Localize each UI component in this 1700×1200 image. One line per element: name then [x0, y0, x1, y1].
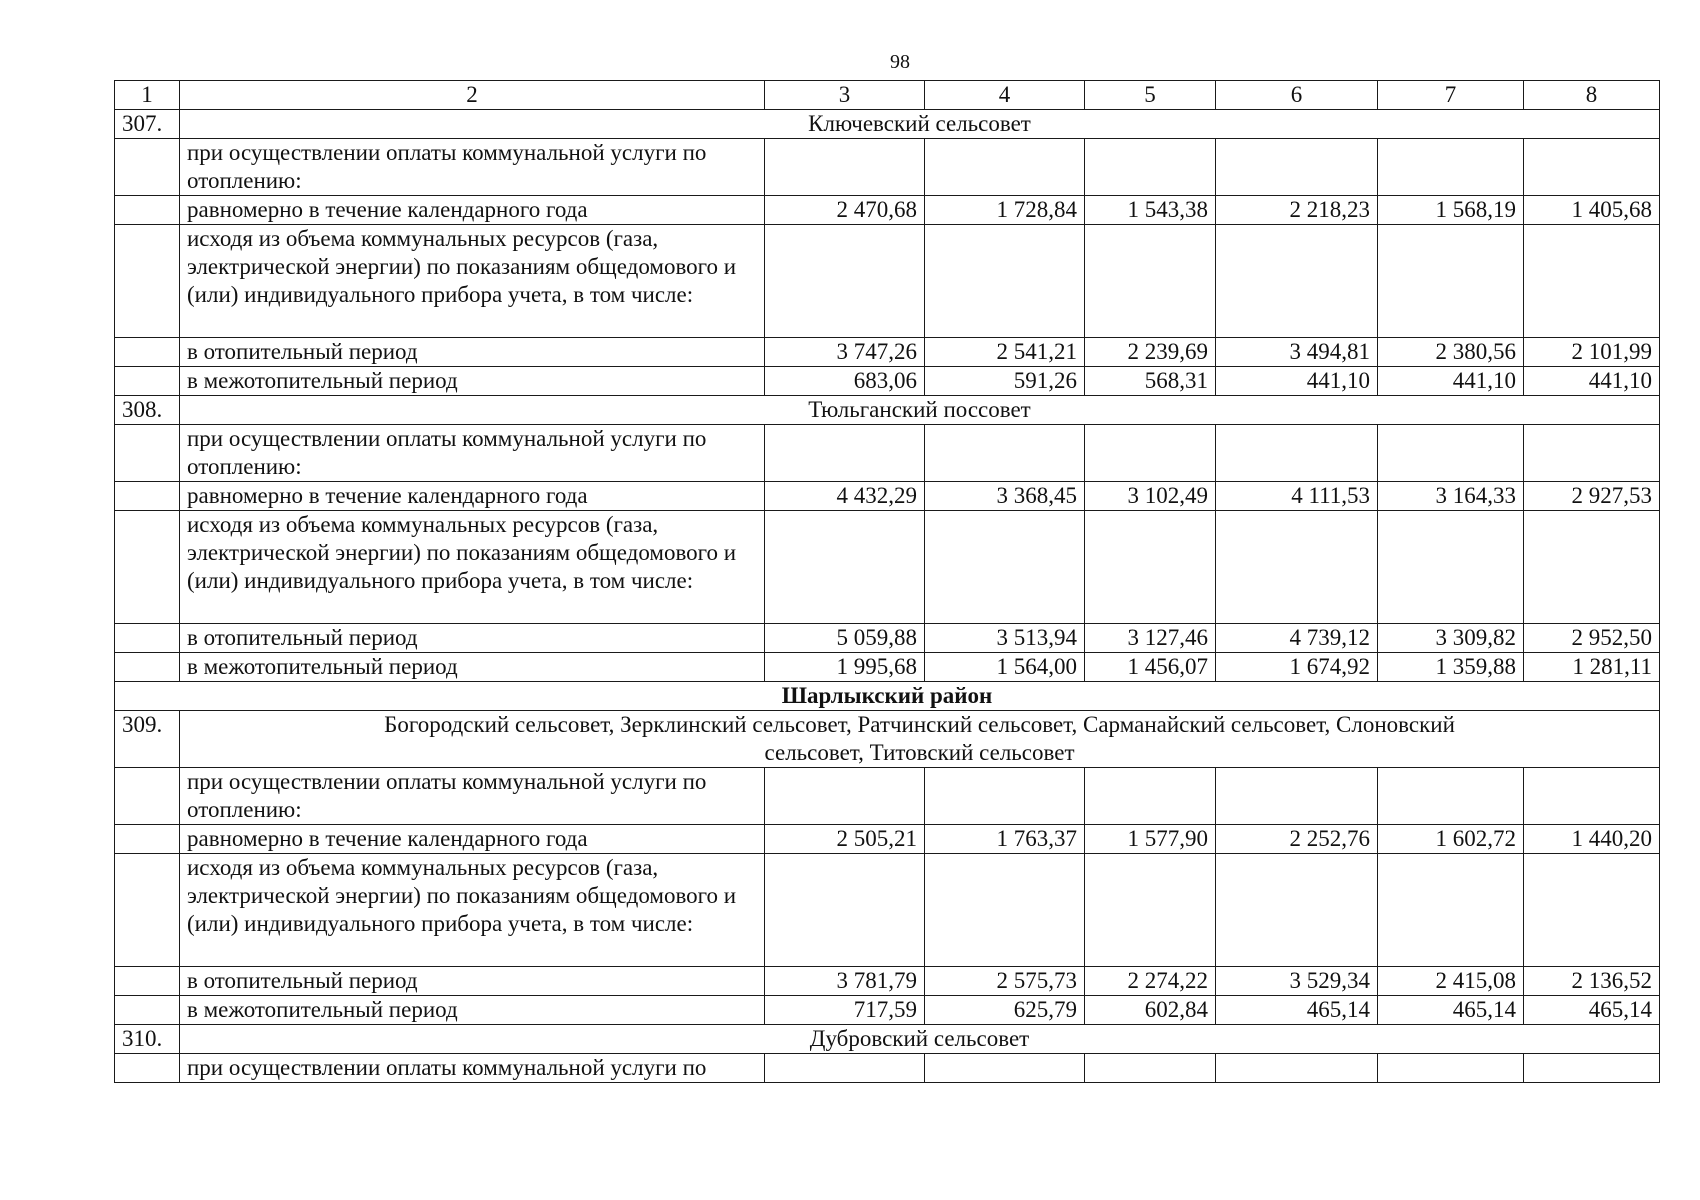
section-title: Тюльганский поссовет	[180, 396, 1660, 425]
value-cell: 2 927,53	[1524, 482, 1660, 511]
column-header: 7	[1378, 81, 1524, 110]
table-row	[115, 854, 1660, 967]
row-number-cell	[115, 425, 180, 482]
table-row	[115, 768, 1660, 825]
row-number-cell	[115, 996, 180, 1025]
value-cell: 1 763,37	[925, 825, 1085, 854]
value-cell	[1216, 854, 1378, 967]
value-cell: 5 059,88	[765, 624, 925, 653]
section-title-row	[115, 711, 1660, 768]
row-number-cell	[115, 825, 180, 854]
value-cell	[1378, 854, 1524, 967]
value-cell: 3 102,49	[1085, 482, 1216, 511]
row-number-cell	[115, 511, 180, 624]
value-cell: 3 747,26	[765, 338, 925, 367]
value-cell: 441,10	[1524, 367, 1660, 396]
value-cell: 2 218,23	[1216, 196, 1378, 225]
table-row	[115, 653, 1660, 682]
column-header: 6	[1216, 81, 1378, 110]
value-cell: 465,14	[1378, 996, 1524, 1025]
value-cell: 1 728,84	[925, 196, 1085, 225]
value-cell: 591,26	[925, 367, 1085, 396]
row-label: в отопительный период	[180, 624, 765, 653]
value-cell	[765, 139, 925, 196]
value-cell	[765, 511, 925, 624]
value-cell: 3 368,45	[925, 482, 1085, 511]
value-cell: 3 513,94	[925, 624, 1085, 653]
value-cell: 1 440,20	[1524, 825, 1660, 854]
value-cell	[925, 854, 1085, 967]
table-row	[115, 139, 1660, 196]
value-cell	[1216, 768, 1378, 825]
value-cell	[1524, 768, 1660, 825]
value-cell	[1085, 854, 1216, 967]
value-cell	[925, 139, 1085, 196]
row-label: в отопительный период	[180, 967, 765, 996]
value-cell: 683,06	[765, 367, 925, 396]
value-cell	[1524, 225, 1660, 338]
value-cell	[1085, 768, 1216, 825]
value-cell: 717,59	[765, 996, 925, 1025]
row-number-cell	[115, 967, 180, 996]
row-number-cell	[115, 854, 180, 967]
value-cell	[1524, 854, 1660, 967]
row-number-cell	[115, 338, 180, 367]
value-cell	[1378, 139, 1524, 196]
page-number: 98	[890, 51, 910, 73]
table-row	[115, 967, 1660, 996]
table-row	[115, 482, 1660, 511]
value-cell: 1 456,07	[1085, 653, 1216, 682]
value-cell	[765, 425, 925, 482]
value-cell	[1524, 139, 1660, 196]
value-cell: 441,10	[1216, 367, 1378, 396]
column-header: 2	[180, 81, 765, 110]
table-row	[115, 367, 1660, 396]
section-title: Богородский сельсовет, Зерклинский сельсовет, Ратчинский сельсовет, Сарманайский сельсовет, Слоновский сельсовет, Титовский сельсовет	[180, 711, 1660, 768]
table-row	[115, 1054, 1660, 1083]
value-cell	[1085, 425, 1216, 482]
row-label: в межотопительный период	[180, 996, 765, 1025]
value-cell: 465,14	[1524, 996, 1660, 1025]
value-cell: 2 380,56	[1378, 338, 1524, 367]
column-header: 1	[115, 81, 180, 110]
row-number-cell	[115, 367, 180, 396]
row-label: при осуществлении оплаты коммунальной услуги по отоплению:	[180, 768, 765, 825]
value-cell: 4 111,53	[1216, 482, 1378, 511]
row-label: равномерно в течение календарного года	[180, 482, 765, 511]
value-cell: 2 952,50	[1524, 624, 1660, 653]
row-label: при осуществлении оплаты коммунальной услуги по отоплению:	[180, 139, 765, 196]
value-cell: 2 505,21	[765, 825, 925, 854]
value-cell	[1216, 139, 1378, 196]
value-cell: 3 164,33	[1378, 482, 1524, 511]
row-number-cell	[115, 139, 180, 196]
section-title: Ключевский сельсовет	[180, 110, 1660, 139]
table-row	[115, 511, 1660, 624]
row-label: исходя из объема коммунальных ресурсов (газа, электрической энергии) по показаниям общедомового и (или) индивидуального прибора учета, в том числе:	[180, 225, 765, 338]
row-number: 310.	[115, 1025, 180, 1054]
value-cell: 1 602,72	[1378, 825, 1524, 854]
value-cell: 1 564,00	[925, 653, 1085, 682]
value-cell: 3 127,46	[1085, 624, 1216, 653]
column-header: 3	[765, 81, 925, 110]
value-cell: 4 739,12	[1216, 624, 1378, 653]
value-cell	[1216, 1054, 1378, 1083]
district-heading: Шарлыкский район	[115, 682, 1660, 711]
value-cell	[1378, 425, 1524, 482]
value-cell	[925, 511, 1085, 624]
row-label: в межотопительный период	[180, 653, 765, 682]
column-header: 5	[1085, 81, 1216, 110]
value-cell	[765, 1054, 925, 1083]
value-cell: 4 432,29	[765, 482, 925, 511]
value-cell: 602,84	[1085, 996, 1216, 1025]
value-cell	[1216, 425, 1378, 482]
value-cell	[1085, 1054, 1216, 1083]
row-label: при осуществлении оплаты коммунальной услуги по	[180, 1054, 765, 1083]
value-cell	[765, 768, 925, 825]
value-cell: 441,10	[1378, 367, 1524, 396]
row-number-cell	[115, 196, 180, 225]
table-row	[115, 624, 1660, 653]
tariff-table	[114, 80, 1660, 1083]
value-cell: 1 995,68	[765, 653, 925, 682]
table-row	[115, 996, 1660, 1025]
table-row	[115, 338, 1660, 367]
row-number-cell	[115, 624, 180, 653]
table-row	[115, 196, 1660, 225]
value-cell	[1524, 425, 1660, 482]
row-label: равномерно в течение календарного года	[180, 825, 765, 854]
value-cell: 3 781,79	[765, 967, 925, 996]
value-cell	[1216, 511, 1378, 624]
value-cell	[1378, 225, 1524, 338]
section-title-row	[115, 110, 1660, 139]
table-row	[115, 825, 1660, 854]
section-title-row	[115, 1025, 1660, 1054]
column-header: 8	[1524, 81, 1660, 110]
value-cell	[925, 768, 1085, 825]
row-label: равномерно в течение календарного года	[180, 196, 765, 225]
row-label: в межотопительный период	[180, 367, 765, 396]
column-header: 4	[925, 81, 1085, 110]
value-cell	[925, 425, 1085, 482]
value-cell	[1085, 139, 1216, 196]
value-cell	[765, 225, 925, 338]
section-title: Дубровский сельсовет	[180, 1025, 1660, 1054]
value-cell: 1 405,68	[1524, 196, 1660, 225]
row-number-cell	[115, 1054, 180, 1083]
value-cell	[1378, 511, 1524, 624]
row-label: в отопительный период	[180, 338, 765, 367]
value-cell: 2 239,69	[1085, 338, 1216, 367]
value-cell: 2 252,76	[1216, 825, 1378, 854]
value-cell: 3 529,34	[1216, 967, 1378, 996]
value-cell	[1085, 511, 1216, 624]
row-label: при осуществлении оплаты коммунальной услуги по отоплению:	[180, 425, 765, 482]
value-cell: 2 575,73	[925, 967, 1085, 996]
row-number: 308.	[115, 396, 180, 425]
row-number-cell	[115, 225, 180, 338]
column-header-row	[115, 81, 1660, 110]
value-cell: 2 136,52	[1524, 967, 1660, 996]
value-cell: 1 674,92	[1216, 653, 1378, 682]
value-cell: 1 568,19	[1378, 196, 1524, 225]
value-cell	[1524, 511, 1660, 624]
table-row	[115, 225, 1660, 338]
value-cell: 1 281,11	[1524, 653, 1660, 682]
value-cell: 568,31	[1085, 367, 1216, 396]
row-label: исходя из объема коммунальных ресурсов (газа, электрической энергии) по показаниям общедомового и (или) индивидуального прибора учета, в том числе:	[180, 854, 765, 967]
value-cell	[1085, 225, 1216, 338]
value-cell: 1 359,88	[1378, 653, 1524, 682]
value-cell	[1378, 768, 1524, 825]
value-cell: 3 494,81	[1216, 338, 1378, 367]
row-number: 309.	[115, 711, 180, 768]
value-cell	[925, 1054, 1085, 1083]
value-cell: 2 541,21	[925, 338, 1085, 367]
value-cell	[925, 225, 1085, 338]
value-cell: 1 577,90	[1085, 825, 1216, 854]
value-cell: 465,14	[1216, 996, 1378, 1025]
row-number-cell	[115, 482, 180, 511]
value-cell	[1216, 225, 1378, 338]
value-cell: 2 470,68	[765, 196, 925, 225]
value-cell	[1378, 1054, 1524, 1083]
value-cell: 2 101,99	[1524, 338, 1660, 367]
value-cell: 2 415,08	[1378, 967, 1524, 996]
value-cell: 1 543,38	[1085, 196, 1216, 225]
row-number-cell	[115, 653, 180, 682]
value-cell	[1524, 1054, 1660, 1083]
value-cell: 3 309,82	[1378, 624, 1524, 653]
district-row	[115, 682, 1660, 711]
row-label: исходя из объема коммунальных ресурсов (газа, электрической энергии) по показаниям общедомового и (или) индивидуального прибора учета, в том числе:	[180, 511, 765, 624]
value-cell: 625,79	[925, 996, 1085, 1025]
value-cell	[765, 854, 925, 967]
row-number: 307.	[115, 110, 180, 139]
section-title-row	[115, 396, 1660, 425]
value-cell: 2 274,22	[1085, 967, 1216, 996]
row-number-cell	[115, 768, 180, 825]
table-row	[115, 425, 1660, 482]
